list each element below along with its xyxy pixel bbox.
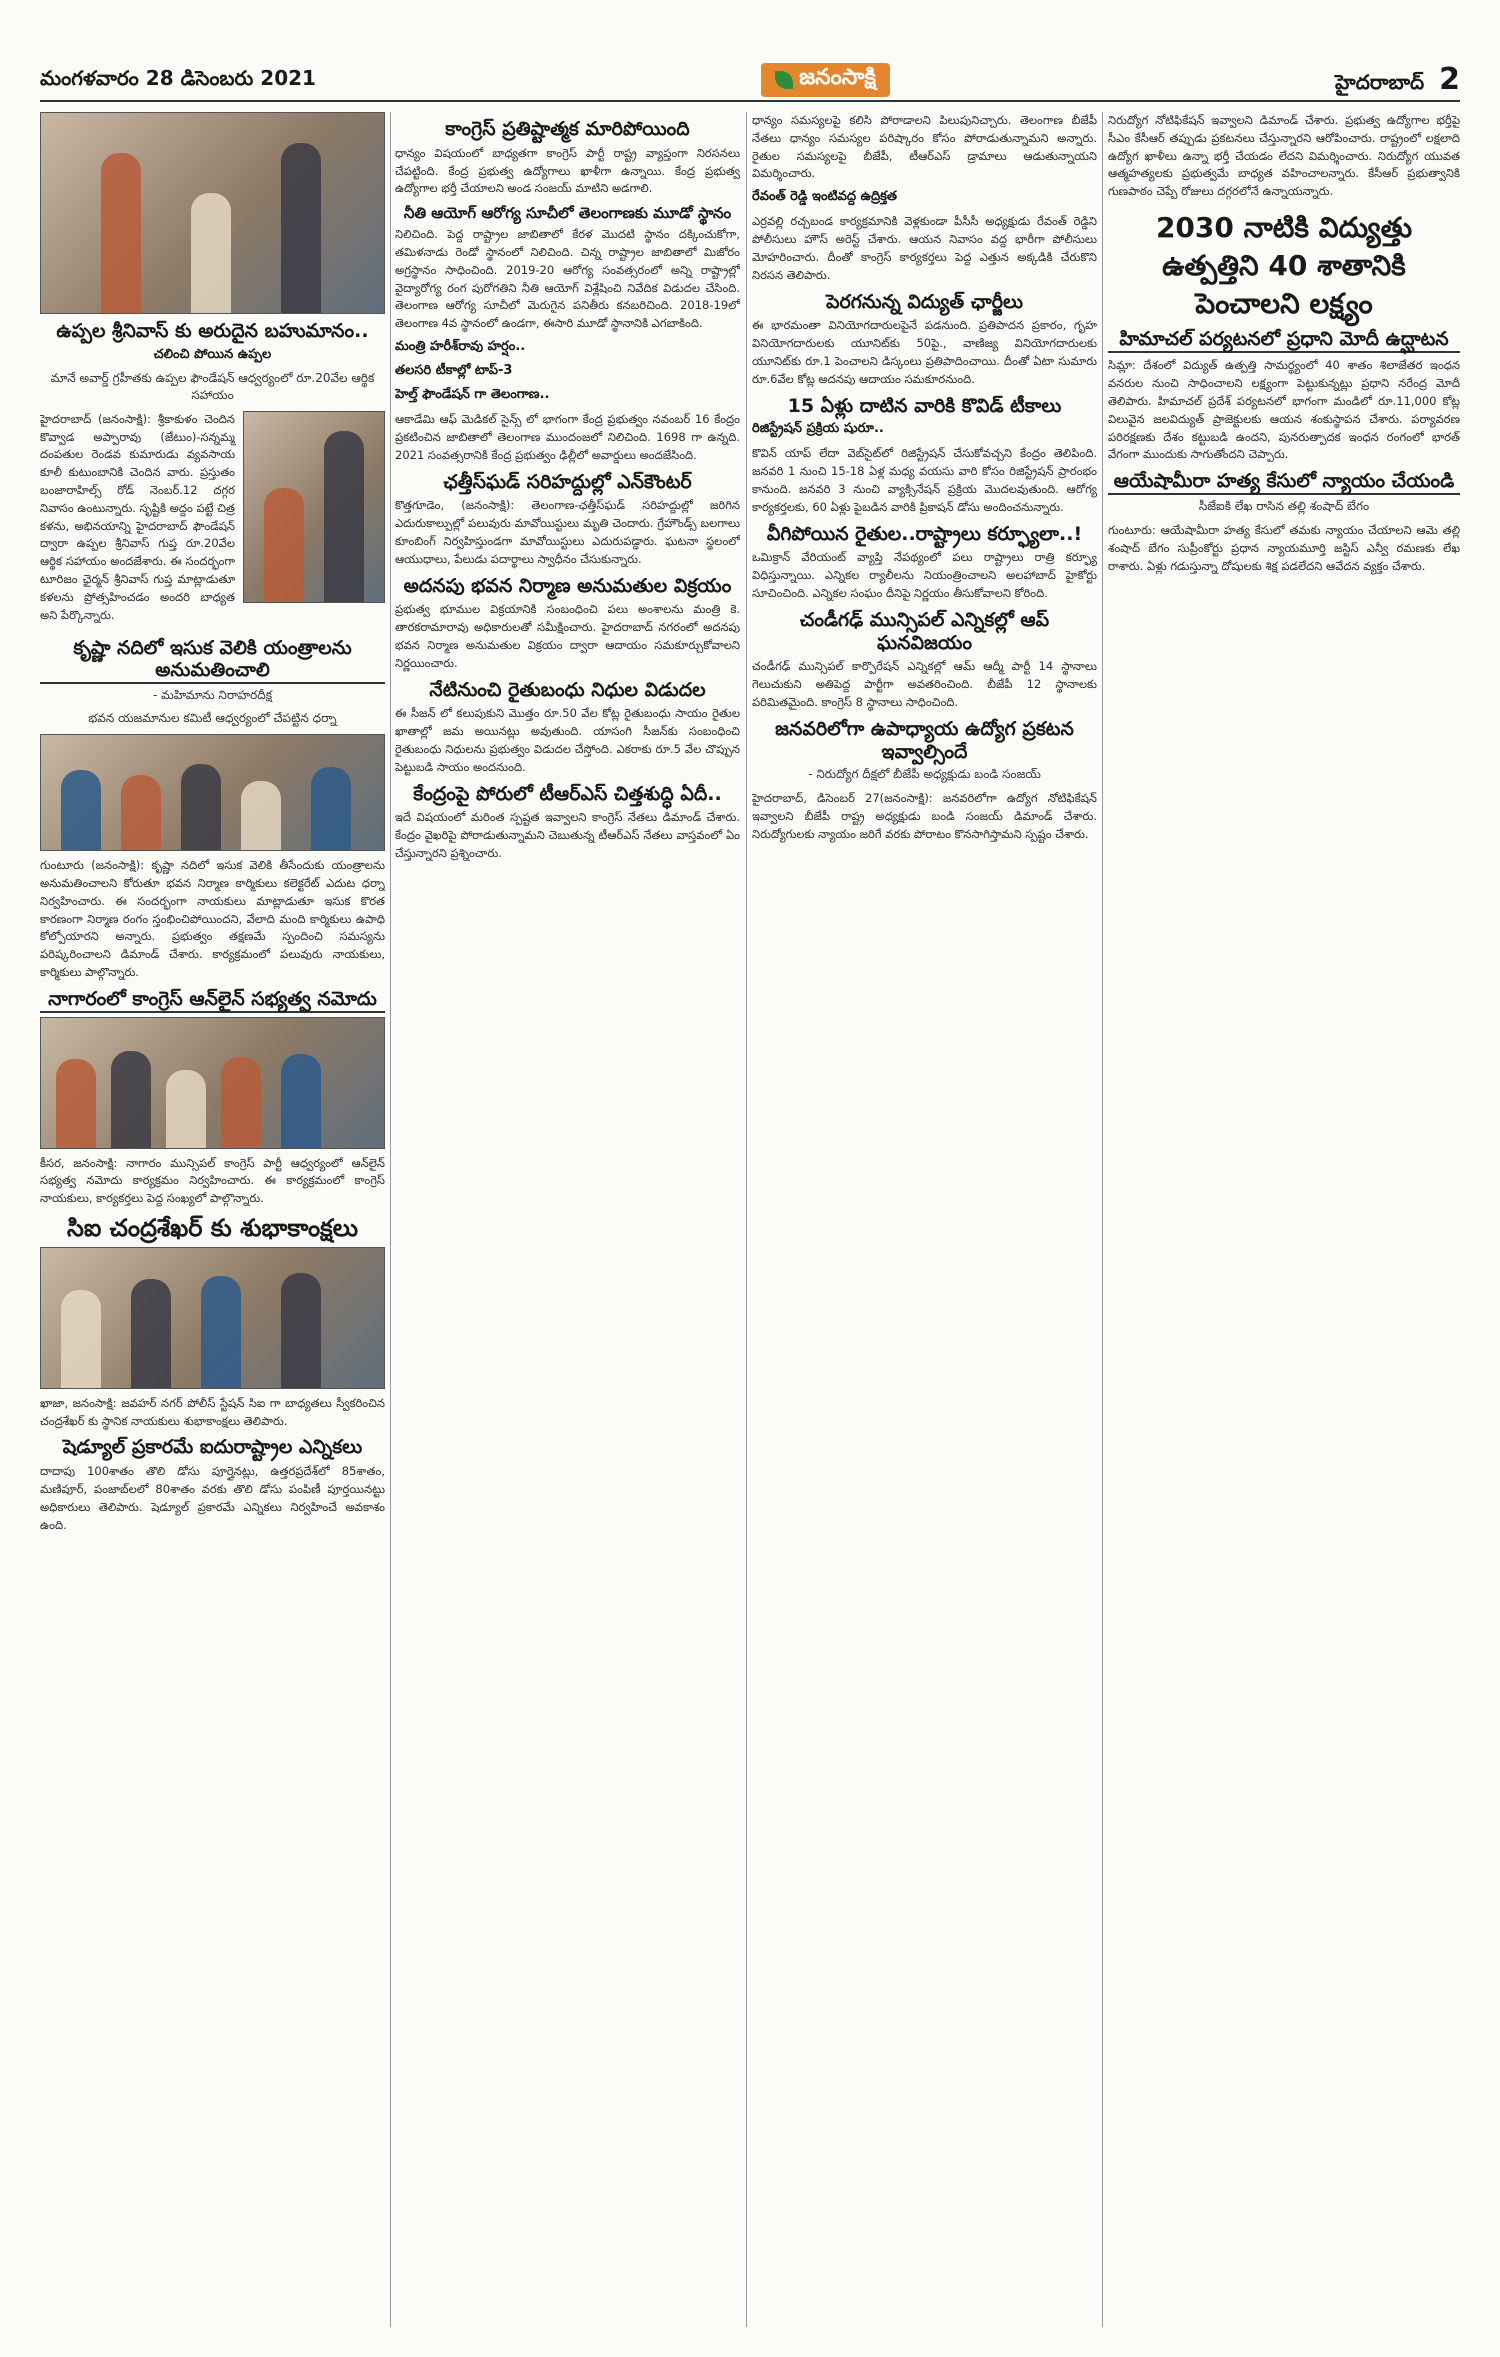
subheadline: చలించి పోయిన ఉప్పల — [153, 346, 272, 362]
headline: అదనపు భవన నిర్మాణ అనుమతుల విక్రయం — [403, 574, 732, 597]
column-divider — [390, 112, 391, 2327]
article-body: నిలిచింది. పెద్ద రాష్ట్రాల జాబితాలో కేరళ మొదటి స్థానం దక్కించుకోగా, తమిళనాడు రెండో స్థానంలో నిలిచింది. చిన్న రాష్ట్రాల జాబితాలో మిజోరం అగ్రస్థానం సాధించింది. 2019-20 ఆరోగ్య సంవత్సరంలో అన్ని రాష్ట్రాల్లో వైద్యారోగ్య రంగ పురోగతిని నీతి ఆయోగ్ విశ్లేషించి నివేదిక విడుదల చేసింది. తెలంగాణ ఆరోగ్య సూచీలో మెరుగైన పనితీరు కనబరిచింది. 2018-19లో తెలంగాణ 4వ స్థానంలో ఉండగా, ఈసారి మూడో స్థానానికి ఎగబాకింది. — [395, 227, 740, 331]
article-body: ఆకాడేమి ఆఫ్ మెడికల్ సైన్స్ లో భాగంగా కేంద్ర ప్రభుత్వం నవంబర్ 16 కేంద్రం ప్రకటించిన జాబితాలో తెలంగాణ ముందంజలో నిలిచింది. 1698 గా ఉన్నది. 2021 సంవత్సరానికి కేంద్ర ప్రభుత్వం ఢిల్లీలో అవార్డులు అందజేసింది. — [395, 412, 740, 462]
article-body: ఖాజా, జనంసాక్షి: జవహర్ నగర్ పోలీస్ స్టేషన్ సిఐ గా బాధ్యతలు స్వీకరించిన చంద్రశేఖర్ కు స్థానిక నాయకులు శుభాకాంక్షలు తెలిపారు. — [40, 1395, 385, 1428]
article-body: ధాన్యం విషయంలో బాధ్యతగా కాంగ్రెస్ పార్టీ రాష్ట్ర వ్యాప్తంగా నిరసనలు చేపట్టింది. కేంద్ర ప్రభుత్వ ఉద్యోగాలు ఖాళీగా ఉన్నాయి. కేంద్ర ప్రభుత్వ ఉద్యోగాల భర్తీ చేయాలని అండ సంజయ్ మాటిని అడగాలి. — [395, 145, 740, 196]
article-body: కొవిన్ యాప్ లేదా వెబ్‌సైట్‌లో రిజిస్ట్రేషన్ చేసుకోవచ్చని కేంద్రం తెలిపింది. జనవరి 1 నుంచి 15-18 ఏళ్ల మధ్య వయసు వారి కోసం రిజిస్ట్రేషన్ ప్రారంభం కానుంది. జనవరి 3 నుంచి వ్యాక్సినేషన్ ప్రక్రియ మొదలవుతుంది. ఆరోగ్య కార్యకర్తలకు, 60 ఏళ్లు పైబడిన వారికి ప్రికాషన్ డోసు అందించనున్నారు. — [752, 446, 1097, 514]
kicker: హిమాచల్ పర్యటనలో ప్రధాని మోదీ ఉద్ఘాటన — [1108, 328, 1460, 353]
subheadline: మంత్రి హరీశ్‌రావు హర్షం.. — [395, 339, 526, 355]
headline: పెరగనున్న విద్యుత్ ఛార్జీలు — [825, 290, 1024, 313]
headline: కృష్ణా నదిలో ఇసుక వెలికి యంత్రాలను అనుమతించాలి — [40, 637, 385, 685]
news-photo — [40, 734, 385, 851]
article-body: ఈ భారమంతా వినియోగదారులపైనే పడనుంది. ప్రతిపాదన ప్రకారం, గృహ వినియోగదారులకు యూనిట్‌కు 50పై., వాణిజ్య వినియోగదారులకు యూనిట్‌కు రూ.1 పెంచాలని డిస్కంలు ప్రతిపాదించాయి. దీంతో ఏటా సుమారు రూ.6వేల కోట్ల అదనపు ఆదాయం సమకూరనుంది. — [752, 318, 1097, 386]
article-body: హైదరాబాద్ (జనంసాక్షి): శ్రీకాకుళం చెందిన కొవ్వాడ అప్పారావు (జేటుం)-సన్నమ్మ దంపతుల రెండవ కుమారుడు వ్యవసాయ కూలీ కుటుంబానికి చెందిన వారు. ప్రస్తుతం బంజారాహిల్స్ రోడ్ నెంబర్.12 దగ్గర నివాసం ఉంటున్నారు. సృష్టికి అద్దం పట్టే చిత్ర కళను, అభినయాన్ని హైదరాబాద్ ఫౌండేషన్ ద్వారా ఉప్పల శ్రీనివాస్ గుప్త రూ.20వేల ఆర్థిక సహాయం అందజేశారు. ఈ సందర్భంగా టూరిజం ఛైర్మన్ శ్రీనివాస్ గుప్త మాట్లాడుతూ కళలను ప్రోత్సహించడం అందరి బాధ్యత అని పేర్కొన్నారు. — [40, 411, 235, 622]
news-photo — [40, 1247, 385, 1389]
article-body: ప్రభుత్వ భూముల విక్రయానికి సంబంధించి పలు అంశాలను మంత్రి కె. తారకరామారావు అధికారులతో సమీక్షించారు. హైదరాబాద్ నగరంలో అదనపు భవన నిర్మాణ అనుమతుల విక్రయం ద్వారా ఆదాయం సమకూర్చుకోవాలని నిర్ణయించారు. — [395, 602, 740, 670]
headline: కాంగ్రెస్ ప్రతిష్టాత్మక మారిపోయింది — [445, 118, 690, 140]
article-body: ఈ సీజన్ లో కలుపుకుని మొత్తం రూ.50 వేల కోట్ల రైతుబంధు సాయం రైతుల ఖాతాల్లో జమ అయినట్లు అవుతుంది. యాసంగి సీజన్‌కు సంబంధించి రైతుబంధు నిధులను ప్రభుత్వం విడుదల చేస్తోంది. ఎకరాకు రూ.5 వేల చొప్పున పెట్టుబడి సాయం అందనుంది. — [395, 706, 740, 774]
city-name: హైదరాబాద్ — [1335, 69, 1425, 94]
headline: ఆయేషామీరా హత్య కేసులో న్యాయం చేయండి — [1108, 470, 1460, 495]
headline: ఉప్పల శ్రీనివాస్ కు అరుదైన బహుమానం.. — [56, 320, 369, 342]
kicker: మానే అవార్డ్ గ్రహీతకు ఉప్పల ఫౌండేషన్ ఆధ్వర్యంలో రూ.20వేల ఆర్థిక సహాయం — [50, 370, 375, 402]
article-body: కొత్తగూడెం, (జనంసాక్షి): తెలంగాణ-ఛత్తీస్‌ఘడ్ సరిహద్దుల్లో జరిగిన ఎదురుకాల్పుల్లో పలువురు మావోయిస్టులు మృతి చెందారు. గ్రేహౌండ్స్ బలగాలు కూంబింగ్ నిర్వహిస్తుండగా మావోయిస్టులు ఎదురుపడ్డారు. ఘటనా స్థలంలో ఆయుధాలు, పేలుడు పదార్థాలు స్వాధీనం చేసుకున్నారు. — [395, 498, 740, 566]
headline: నీతి ఆయోగ్ ఆరోగ్య సూచీలో తెలంగాణకు మూడో స్థానం — [403, 204, 732, 223]
kicker: సీజేఐకి లేఖ రాసిన తల్లి శంషాద్ బేగం — [1198, 498, 1370, 513]
subheadline: రేవంత్ రెడ్డి ఇంటివద్ద ఉద్రిక్తత — [752, 189, 898, 205]
kicker: - మహిమాను నిరాహరదీక్ష — [153, 688, 272, 703]
subheadline: తలసరి టీకాల్లో టాప్-3 — [395, 363, 513, 379]
subheadline: హెల్త్ ఫౌండేషన్ గా తెలంగాణ.. — [395, 387, 550, 403]
article-body: దాదాపు 100శాతం తొలి డోసు పూర్తైనట్లు, ఉత్తరప్రదేశ్‌లో 85శాతం, మణిపూర్, పంజాబ్‌లలో 80శాతం వరకు తొలి డోసు పంపిణీ పూర్తయినట్టు అధికారులు తెలిపారు. షెడ్యూల్ ప్రకారమే ఎన్నికలు నిర్వహించే అవకాశం ఉంది. — [40, 1464, 385, 1532]
column-divider — [1102, 112, 1103, 2327]
headline: జనవరిలోగా ఉపాధ్యాయ ఉద్యోగ ప్రకటన ఇవ్వాల్సిందే — [775, 717, 1074, 763]
column-divider — [746, 112, 747, 2327]
masthead-logo — [761, 63, 890, 97]
headline: నాగారంలో కాంగ్రెస్ ఆన్‌లైన్ సభ్యత్వ నమోదు — [40, 988, 385, 1013]
headline: వీగిపోయిన రైతుల..రాష్ట్రాలు కర్ఫ్యూలా..! — [766, 522, 1083, 545]
article-body: ఒమిక్రాన్ వేరియంట్ వ్యాప్తి నేపథ్యంలో పలు రాష్ట్రాలు రాత్రి కర్ఫ్యూ విధిస్తున్నాయి. ఎన్నికల ర్యాలీలను నియంత్రించాలని అలహాబాద్ హైకోర్టు సూచించింది. ఎన్నికల సంఘం దీనిపై నిర్ణయం తీసుకోవాలని కోరింది. — [752, 550, 1097, 601]
edition-city — [1335, 62, 1460, 99]
news-photo — [243, 411, 385, 603]
article-body: కీసర, జనంసాక్షి: నాగారం మున్సిపల్ కాంగ్రెస్ పార్టీ ఆధ్వర్యంలో ఆన్‌లైన్ సభ్యత్వ నమోదు కార్యక్రమం నిర్వహించారు. ఈ కార్యక్రమంలో కాంగ్రెస్ నాయకులు, కార్యకర్తలు పెద్ద సంఖ్యలో పాల్గొన్నారు. — [40, 1155, 385, 1206]
article-body: గుంటూరు: ఆయేషామీరా హత్య కేసులో తమకు న్యాయం చేయాలని ఆమె తల్లి శంషాద్ బేగం సుప్రీంకోర్టు ప్రధాన న్యాయమూర్తి జస్టిస్ ఎన్వీ రమణకు లేఖ రాశారు. ఏళ్లు గడుస్తున్నా దోషులకు శిక్ష పడలేదని ఆవేదన వ్యక్తం చేశారు. — [1108, 522, 1460, 573]
article-body: ఇదే విషయంలో మరింత స్పష్టత ఇవ్వాలని కాంగ్రెస్ నేతలు డిమాండ్ చేశారు. కేంద్రం వైఖరిపై పోరాడుతున్నామని చెబుతున్న టీఆర్‌ఎస్ నేతలు వాస్తవంలో ఏం చేస్తున్నారని ప్రశ్నించారు. — [395, 810, 740, 861]
article-body: ఎర్రవల్లి రచ్చబండ కార్యక్రమానికి వెళ్లకుండా పీసీసీ అధ్యక్షుడు రేవంత్ రెడ్డిని పోలీసులు హౌస్ అరెస్ట్ చేశారు. ఆయన నివాసం వద్ద భారీగా పోలీసులు మోహరించారు. దీంతో కాంగ్రెస్ కార్యకర్తలు పెద్ద ఎత్తున అక్కడికి చేరుకొని నిరసన తెలిపారు. — [752, 214, 1097, 282]
article-body: చండీగఢ్ మున్సిపల్ కార్పొరేషన్ ఎన్నికల్లో ఆమ్ ఆద్మీ పార్టీ 14 స్థానాలు గెలుచుకుని అతిపెద్ద పార్టీగా అవతరించింది. బీజేపీ 12 స్థానాలకు పరిమితమైంది. కాంగ్రెస్ 8 స్థానాలు సాధించింది. — [752, 659, 1097, 710]
headline: ఛత్తీస్‌ఘడ్ సరిహద్దుల్లో ఎన్‌కౌంటర్ — [443, 470, 692, 493]
headline: నేటినుంచి రైతుబంధు నిధుల విడుదల — [429, 678, 706, 701]
column-4 — [1108, 112, 1460, 2327]
page-number: 2 — [1439, 61, 1460, 97]
kicker: - నిరుద్యోగ దీక్షలో బీజేపీ అధ్యక్షుడు బండి సంజయ్ — [808, 767, 1041, 782]
logo-text: జనంసాక్షి — [799, 65, 876, 90]
article-body: హైదరాబాద్, డిసెంబర్ 27(జనంసాక్షి): జనవరిలోగా ఉద్యోగ నోటిఫికేషన్ ఇవ్వాలని బీజేపీ రాష్ట్ర అధ్యక్షుడు బండి సంజయ్ డిమాండ్ చేశారు. నిరుద్యోగులకు న్యాయం జరిగే వరకు పోరాటం కొనసాగిస్తామని స్పష్టం చేశారు. — [752, 791, 1097, 842]
article-body: ధాన్యం సమస్యలపై కలిసి పోరాడాలని పిలుపునిచ్చారు. తెలంగాణ బీజేపీ నేతలు ధాన్యం సమస్యల పరిష్కారం కోసం పోరాడుతున్నామని అన్నారు. రైతుల సమస్యలపై బీజేపీ, టీఆర్‌ఎస్ డ్రామాలు ఆడుతున్నాయని విమర్శించారు. — [752, 113, 1097, 181]
headline: కేంద్రంపై పోరులో టీఆర్‌ఎస్ చిత్తశుద్ధి ఏదీ.. — [413, 782, 722, 805]
headline: 15 ఏళ్లు దాటిన వారికి కొవిడ్ టీకాలు — [787, 394, 1062, 417]
column-2 — [395, 112, 740, 2327]
leaf-icon — [775, 71, 793, 89]
news-photo — [40, 1017, 385, 1149]
subheadline: రిజిస్ట్రేషన్ ప్రక్రియ షురూ.. — [752, 421, 884, 437]
column-3 — [752, 112, 1097, 2327]
article-body: నిరుద్యోగ నోటిఫికేషన్ ఇవ్వాలని డిమాండ్ చేశారు. ప్రభుత్వ ఉద్యోగాల భర్తీపై సీఎం కేసీఆర్ తప్పుడు ప్రకటనలు చేస్తున్నారని ఆరోపించారు. రాష్ట్రంలో లక్షలాది ఉద్యోగ ఖాళీలు ఉన్నా భర్తీ చేయడం లేదని విమర్శించారు. నిరుద్యోగ యువత ఆత్మహత్యలకు ప్రభుత్వమే బాధ్యత వహించాలన్నారు. కేసీఆర్ ప్రభుత్వానికి గుణపాఠం చెప్పే రోజులు దగ్గరలోనే ఉన్నాయన్నారు. — [1108, 113, 1460, 199]
subheadline: భవన యజమానుల కమిటీ ఆధ్వర్యంలో చేపట్టిన ధర్నా — [88, 711, 337, 726]
headline: 2030 నాటికి విద్యుత్తు ఉత్పత్తిని 40 శాతానికి పెంచాలని లక్ష్యం — [1155, 211, 1413, 320]
article-body: సిమ్లా: దేశంలో విద్యుత్ ఉత్పత్తి సామర్థ్యంలో 40 శాతం శిలాజేతర ఇంధన వనరుల నుంచి సాధించాలని లక్ష్యంగా పెట్టుకున్నట్లు ప్రధాని నరేంద్ర మోదీ తెలిపారు. హిమాచల్ ప్రదేశ్ పర్యటనలో భాగంగా మండిలో రూ.11,000 కోట్ల విలువైన జలవిద్యుత్ ప్రాజెక్టులకు ఆయన శంకుస్థాపన చేశారు. పర్యావరణ పరిరక్షణకు దేశం కట్టుబడి ఉందని, పునరుత్పాదక ఇంధన రంగంలో భారత్ వేగంగా ముందుకు సాగుతోందని చెప్పారు. — [1108, 358, 1460, 462]
headline: షెడ్యూల్ ప్రకారమే ఐదురాష్ట్రాల ఎన్నికలు — [62, 1436, 363, 1459]
page-header — [40, 60, 1460, 102]
article-body: గుంటూరు (జనంసాక్షి): కృష్ణా నదిలో ఇసుక వెలికి తీసేందుకు యంత్రాలను అనుమతించాలని కోరుతూ భవన నిర్మాణ కార్మికులు కలెక్టరేట్ ఎదుట ధర్నా నిర్వహించారు. ఈ సందర్భంగా నాయకులు మాట్లాడుతూ ఇసుక కొరత కారణంగా నిర్మాణ రంగం స్తంభించిపోయిందని, వేలాది మంది కార్మికులు ఉపాధి కోల్పోయారని అన్నారు. ప్రభుత్వం తక్షణమే స్పందించి సమస్యను పరిష్కరించాలని డిమాండ్ చేశారు. కార్యక్రమంలో పలువురు నాయకులు, కార్మికులు పాల్గొన్నారు. — [40, 858, 385, 980]
issue-date: మంగళవారం 28 డిసెంబరు 2021 — [40, 65, 316, 90]
news-photo — [40, 112, 385, 314]
column-1 — [40, 112, 385, 2327]
headline: సిఐ చంద్రశేఖర్ కు శుభాకాంక్షలు — [66, 1214, 359, 1243]
headline: చండీగఢ్ మున్సిపల్ ఎన్నికల్లో ఆప్ ఘనవిజయం — [799, 608, 1050, 654]
